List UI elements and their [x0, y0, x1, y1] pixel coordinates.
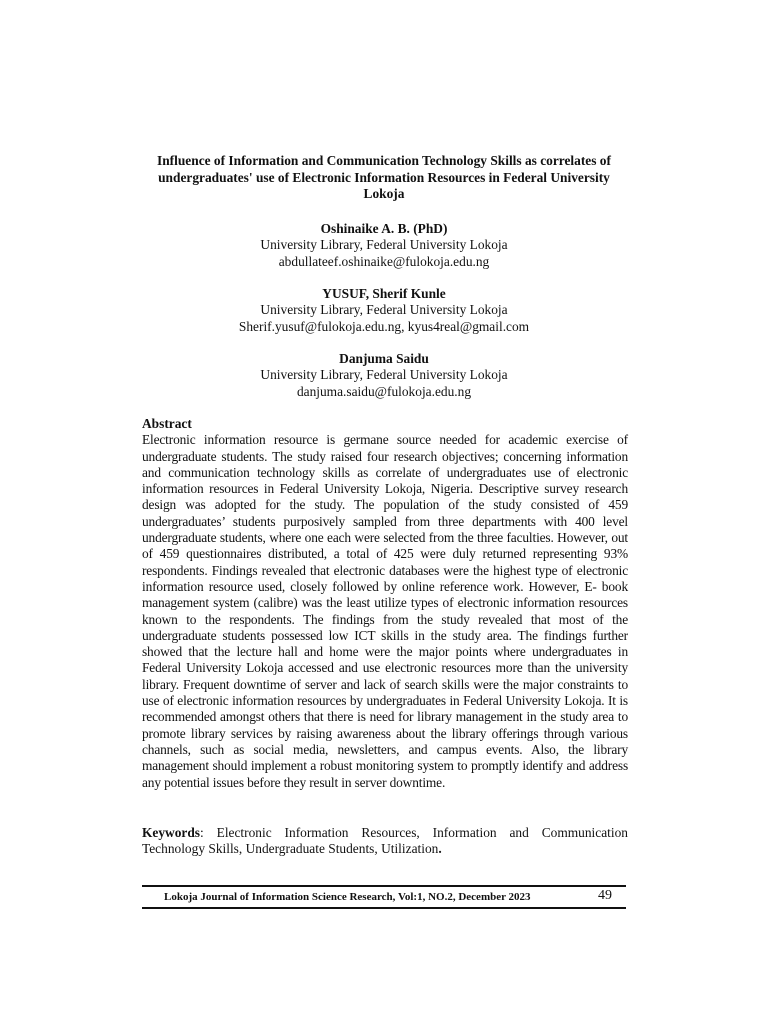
author-affiliation: University Library, Federal University Lokoja [260, 302, 508, 318]
author-email[interactable]: Sherif.yusuf@fulokoja.edu.ng, kyus4real@gmail.com [238, 318, 530, 334]
abstract-section [142, 416, 628, 791]
author-block-2 [142, 286, 626, 335]
abstract-text: Electronic information resource is germane source needed for academic exercise of undergraduate students. The study raised four research objectives; concerning information and communication technology skills as correlate of undergraduates use of electronic information resources in Federal University Lokoja, Nigeria. Descriptive survey research design was adopted for the study. The population of the study consisted of 459 undergraduates’ students purposively sampled from three departments with 400 level undergraduate students, where one each were selected from the three faculties. However, out of 459 questionnaires distributed, a total of 425 were duly returned representing 93% respondents. Findings revealed that electronic databases were the highest type of electronic information resource used, closely followed by online reference work. However, E- book management system (calibre) was the least utilize types of electronic information resources known to the respondents. The findings from the study revealed that most of the undergraduate students possessed low ICT skills in the study area. The findings further showed that the lecture hall and home were the major points where undergraduates in Federal University Lokoja accessed and use electronic resources more than the university library. Frequent downtime of server and lack of search skills were the major constraints to use of electronic information resources by undergraduates in Federal University Lokoja. It is recommended amongst others that there is need for library management in the study area to promote library services by raising awareness about the library offerings through various channels, such as social media, newsletters, and campus events. Also, the library management should implement a robust monitoring system to promptly identify and address any potential issues before they result in server downtime. [142, 432, 628, 790]
author-name: Oshinaike A. B. (PhD) [320, 221, 448, 236]
keywords-section [142, 825, 628, 858]
keywords-text: : Electronic Information Resources, Information and Communication Technology Skills, Undergraduate Students, Utilization [142, 825, 628, 857]
author-affiliation: University Library, Federal University Lokoja [260, 237, 508, 253]
paper-title: Influence of Information and Communication Technology Skills as correlates of undergraduates' use of Electronic Information Resources in Federal University Lokoja [157, 153, 611, 201]
page-number: 49 [598, 888, 612, 903]
author-block-3 [142, 351, 626, 400]
keywords-label: Keywords [142, 825, 201, 840]
author-block-1 [142, 221, 626, 270]
author-name: YUSUF, Sherif Kunle [322, 286, 446, 301]
author-name: Danjuma Saidu [339, 351, 429, 366]
keywords-end: . [438, 841, 442, 857]
author-affiliation: University Library, Federal University Lokoja [260, 367, 508, 383]
page-footer [142, 885, 626, 909]
journal-citation: Lokoja Journal of Information Science Research, Vol:1, NO.2, December 2023 [164, 891, 531, 903]
author-email[interactable]: abdullateef.oshinaike@fulokoja.edu.ng [278, 253, 490, 269]
abstract-heading: Abstract [142, 416, 192, 431]
author-email[interactable]: danjuma.saidu@fulokoja.edu.ng [296, 383, 472, 399]
